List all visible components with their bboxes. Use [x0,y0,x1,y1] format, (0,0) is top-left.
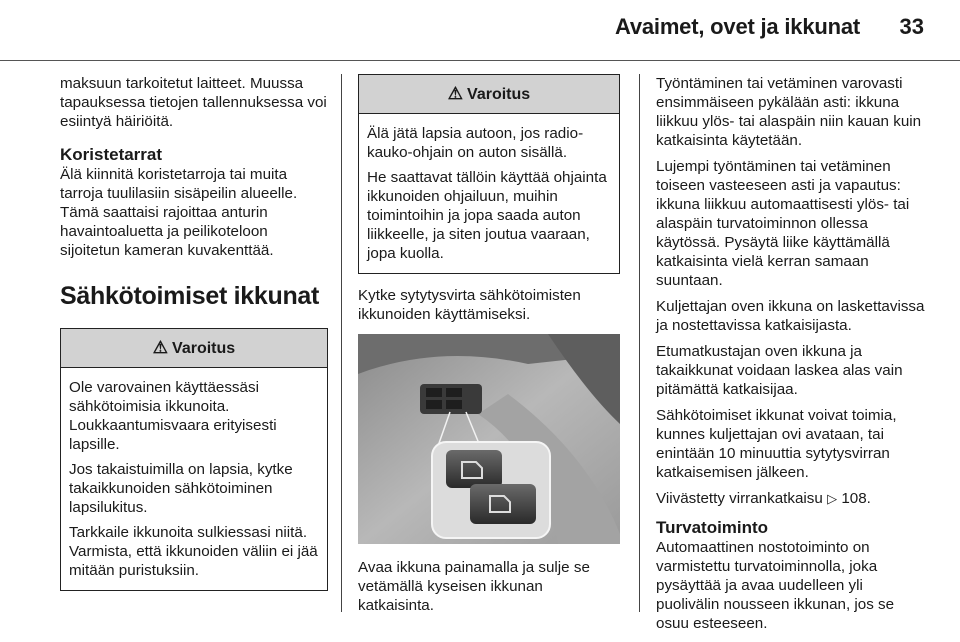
page-reference-link[interactable]: 108. [841,490,871,507]
section-heading: Sähkötoimiset ikkunat [60,282,320,310]
body-paragraph: Sähkötoimiset ikkunat voivat toimia, kunnes kuljettajan ovi avataan, tai enintään 10 minuuttia sytytysvirran katkaisemisen jälkeen. [656,407,897,481]
warning-header [61,329,327,368]
column-divider [341,74,342,612]
warning-paragraph: Tarkkaile ikkunoita sulkiessasi niitä. Varmista, että ikkunoiden väliin ei jää mitään puristuksiin. [69,524,318,579]
column-divider [639,74,640,612]
column-1 [60,74,328,591]
warning-paragraph: Älä jätä lapsia autoon, jos radio-kauko-ohjain on auton sisällä. [367,125,584,161]
delayed-power-label: Viivästetty virrankatkaisu [656,490,823,507]
koristetarrat-text: Älä kiinnitä koristetarroja tai muita tarroja tuulilasiin sisäpeilin alueelle. Tämä saattaisi rajoittaa anturin havaintoaluetta ja peilikoteloon sijoitetun kameran kuvakenttää. [60,166,298,259]
ignition-text: Kytke sytytysvirta sähkötoimisten ikkunoiden käyttämiseksi. [358,287,581,323]
body-paragraph: Etumatkustajan oven ikkuna ja takaikkunat voidaan laskea alas vain pitämättä katkaisijaa. [656,343,903,398]
warning-title: Varoitus [172,340,236,357]
page-reference-arrow-icon: ▷ [827,491,838,506]
page-number: 33 [899,14,924,39]
warning-body [61,368,327,590]
warning-triangle-icon: ⚠ [152,338,169,357]
warning-paragraph: Ole varovainen käyttäessäsi sähkötoimisia ikkunoita. Loukkaantumisvaara erityisesti lapsille. [69,379,277,453]
header-rule [0,60,960,61]
turvatoiminto-text: Automaattinen nostotoiminto on varmistettu turvatoiminnolla, joka pysäyttää ja avaa uudelleen yli puolivälin nousseen ikkunan, jos se osuu esteeseen. [656,539,895,632]
column-2 [358,74,620,622]
warning-title: Varoitus [467,86,531,103]
warning-body [359,114,619,273]
delayed-power-text [656,489,926,508]
warning-header [359,75,619,114]
warning-paragraph: He saattavat tällöin käyttää ohjainta ikkunoiden ohjailuun, muihin toimintoihin ja jopa saada auton liikkeelle, ja siten joutua vaaraan, jopa kuolla. [367,169,607,262]
body-paragraph: Työntäminen tai vetäminen varovasti ensimmäiseen pykälään asti: ikkuna liikkuu ylös- tai alaspäin niin kauan kuin katkaisinta käytetään. [656,75,922,149]
window-switch-photo [358,334,620,544]
intro-text: maksuun tarkoitetut laitteet. Muussa tapauksessa tietojen tallennuksessa voi esiintyä häiriöitä. [60,75,327,130]
header-title: Avaimet, ovet ja ikkunat [614,14,860,39]
page-header [0,0,960,58]
body-paragraph: Lujempi työntäminen tai vetäminen toiseen vasteeseen asti ja vapautus: ikkuna liikkuu automaattisesti ylös- tai alaspäin turvatoiminnon ollessa käytössä. Pysäytä liike käyttämällä katkaisinta vielä kerran samaan suuntaan. [656,158,910,289]
turvatoiminto-heading: Turvatoiminto [656,518,769,537]
warning-triangle-icon: ⚠ [447,84,464,103]
column-3 [656,74,926,640]
koristetarrat-heading: Koristetarrat [60,145,163,164]
operate-text: Avaa ikkuna painamalla ja sulje se vetämällä kyseisen ikkunan katkaisinta. [358,559,590,614]
body-paragraph: Kuljettajan oven ikkuna on laskettavissa ja nostettavissa katkaisijasta. [656,298,925,334]
warning-box-1 [60,328,328,591]
warning-paragraph: Jos takaistuimilla on lapsia, kytke takaikkunoiden sähkötoiminen lapsilukitus. [69,461,293,516]
warning-box-2 [358,74,620,274]
